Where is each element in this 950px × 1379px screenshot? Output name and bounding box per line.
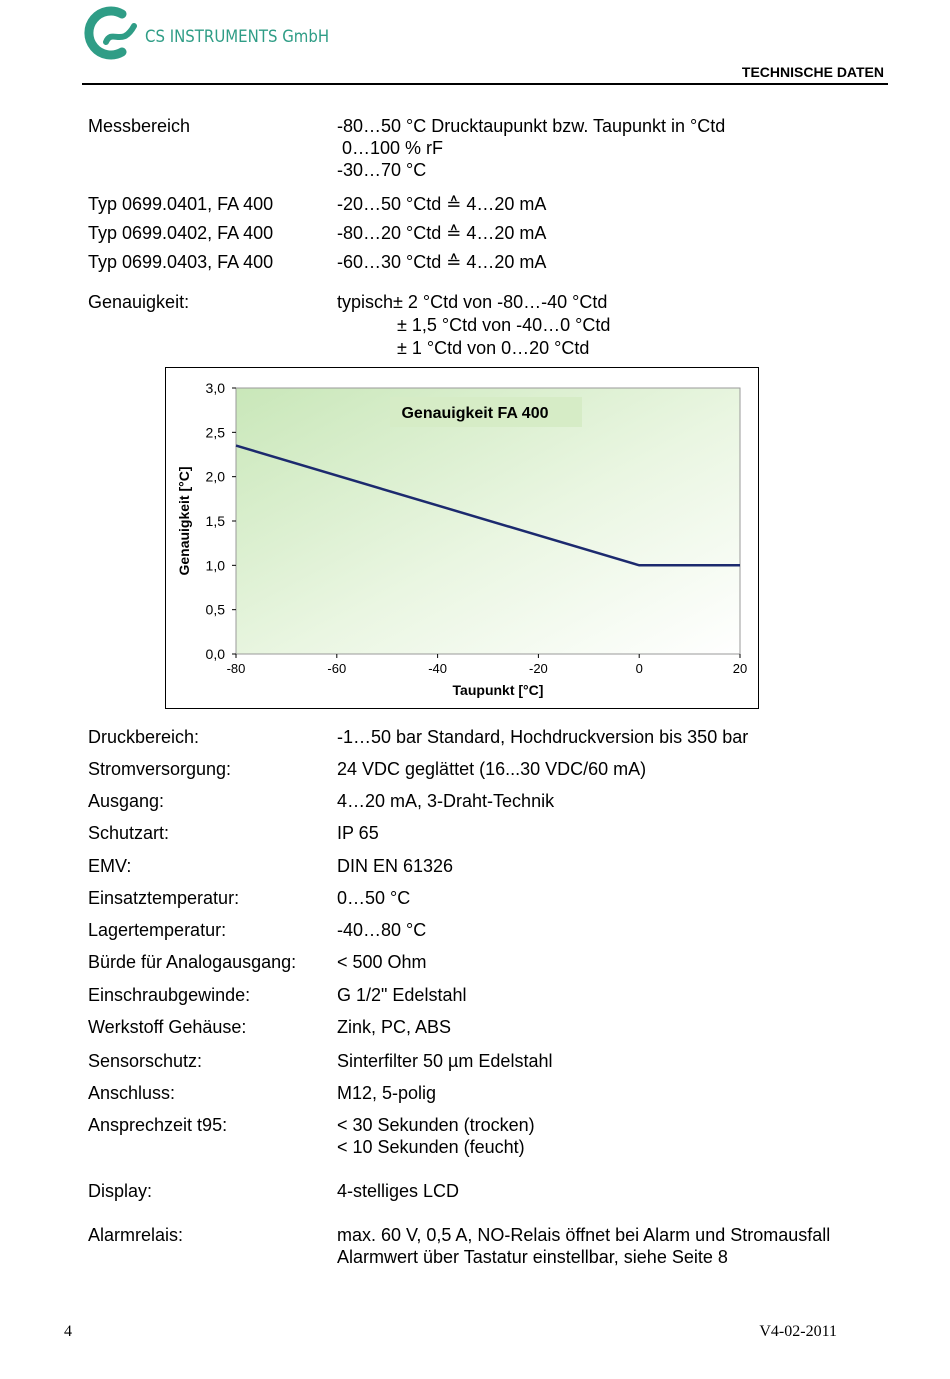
- spec-value-genauigkeit-1: typisch± 2 °Ctd von -80…-40 °Ctd: [337, 292, 608, 312]
- page-number: 4: [64, 1323, 72, 1340]
- spec-label-schutzart: Schutzart:: [88, 823, 170, 843]
- spec-value-ansprechzeit-2: < 10 Sekunden (feucht): [337, 1137, 525, 1157]
- x-axis: [227, 654, 748, 676]
- y-tick-label: 1,5: [205, 513, 225, 529]
- spec-label-alarmrelais: Alarmrelais:: [88, 1225, 184, 1245]
- accuracy-chart-frame: [165, 367, 759, 709]
- y-tick-label: 3,0: [205, 380, 225, 396]
- spec-value-emv: DIN EN 61326: [337, 856, 454, 876]
- spec-label-typ-0401: Typ 0699.0401, FA 400: [88, 194, 274, 214]
- spec-value-druckbereich: -1…50 bar Standard, Hochdruckversion bis 350 bar: [337, 727, 749, 747]
- spec-value-einschraubgewinde: G 1/2" Edelstahl: [337, 985, 467, 1005]
- spec-value-typ-0402: -80…20 °Ctd ≙ 4…20 mA: [337, 223, 547, 243]
- y-axis: [206, 380, 236, 662]
- spec-label-werkstoff: Werkstoff Gehäuse:: [88, 1017, 247, 1037]
- spec-value-stromversorgung: 24 VDC geglättet (16...30 VDC/60 mA): [337, 759, 647, 779]
- spec-value-ansprechzeit-1: < 30 Sekunden (trocken): [337, 1115, 535, 1135]
- spec-value-anschluss: M12, 5-polig: [337, 1083, 437, 1103]
- cs-logo-icon: [82, 4, 142, 60]
- spec-label-anschluss: Anschluss:: [88, 1083, 176, 1103]
- chart-title: Genauigkeit FA 400: [401, 405, 549, 422]
- spec-value-typ-0401: -20…50 °Ctd ≙ 4…20 mA: [337, 194, 547, 214]
- spec-value-genauigkeit-3: ± 1 °Ctd von 0…20 °Ctd: [397, 338, 590, 358]
- spec-label-typ-0402: Typ 0699.0402, FA 400: [88, 223, 274, 243]
- spec-label-sensorschutz: Sensorschutz:: [88, 1051, 203, 1071]
- accuracy-chart: [166, 368, 757, 707]
- spec-label-emv: EMV:: [88, 856, 132, 876]
- document-version: V4-02-2011: [759, 1323, 837, 1340]
- spec-label-lagertemperatur: Lagertemperatur:: [88, 920, 227, 940]
- spec-label-ausgang: Ausgang:: [88, 791, 165, 811]
- spec-value-messbereich-3: -30…70 °C: [337, 160, 427, 180]
- spec-value-werkstoff: Zink, PC, ABS: [337, 1017, 452, 1037]
- spec-value-buerde: < 500 Ohm: [337, 952, 427, 972]
- spec-value-messbereich-2: 0…100 % rF: [337, 138, 444, 158]
- spec-value-genauigkeit-2: ± 1,5 °Ctd von -40…0 °Ctd: [397, 315, 611, 335]
- spec-value-display: 4-stelliges LCD: [337, 1181, 460, 1201]
- spec-value-ausgang: 4…20 mA, 3-Draht-Technik: [337, 791, 555, 811]
- x-axis-title: Taupunkt [°C]: [452, 682, 544, 698]
- spec-label-stromversorgung: Stromversorgung:: [88, 759, 232, 779]
- x-tick-label: -40: [428, 661, 447, 676]
- y-tick-label: 0,0: [205, 646, 225, 662]
- spec-value-alarmrelais-2: Alarmwert über Tastatur einstellbar, siehe Seite 8: [337, 1247, 728, 1267]
- spec-label-einsatztemperatur: Einsatztemperatur:: [88, 888, 240, 908]
- spec-value-sensorschutz: Sinterfilter 50 µm Edelstahl: [337, 1051, 553, 1071]
- spec-label-einschraubgewinde: Einschraubgewinde:: [88, 985, 251, 1005]
- spec-label-druckbereich: Druckbereich:: [88, 727, 200, 747]
- spec-value-lagertemperatur: -40…80 °C: [337, 920, 427, 940]
- spec-value-schutzart: IP 65: [337, 823, 379, 843]
- y-tick-label: 2,0: [205, 468, 225, 485]
- y-tick-label: 0,5: [205, 601, 225, 618]
- spec-label-messbereich: Messbereich: [88, 116, 191, 136]
- spec-value-alarmrelais-1: max. 60 V, 0,5 A, NO-Relais öffnet bei Alarm und Stromausfall: [337, 1225, 831, 1245]
- spec-value-typ-0403: -60…30 °Ctd ≙ 4…20 mA: [337, 252, 547, 272]
- y-tick-label: 2,5: [205, 424, 225, 441]
- spec-label-display: Display:: [88, 1181, 153, 1201]
- spec-label-typ-0403: Typ 0699.0403, FA 400: [88, 252, 274, 272]
- x-tick-label: -80: [226, 661, 246, 676]
- x-tick-label: -20: [529, 661, 548, 676]
- spec-label-genauigkeit: Genauigkeit:: [88, 292, 190, 312]
- spec-label-buerde: Bürde für Analogausgang:: [88, 952, 297, 972]
- y-axis-title: Genauigkeit [°C]: [176, 466, 192, 576]
- company-name: CS INSTRUMENTS GmbH: [145, 27, 330, 47]
- x-tick-label: 0: [635, 661, 643, 676]
- x-tick-label: 20: [732, 661, 748, 676]
- spec-value-einsatztemperatur: 0…50 °C: [337, 888, 411, 908]
- y-tick-label: 1,0: [205, 557, 225, 574]
- spec-label-ansprechzeit: Ansprechzeit t95:: [88, 1115, 228, 1135]
- section-title: TECHNISCHE DATEN: [741, 64, 884, 80]
- spec-value-messbereich-1: -80…50 °C Drucktaupunkt bzw. Taupunkt in °Ctd: [337, 116, 726, 136]
- header-rule: [82, 83, 888, 85]
- x-tick-label: -60: [327, 661, 347, 676]
